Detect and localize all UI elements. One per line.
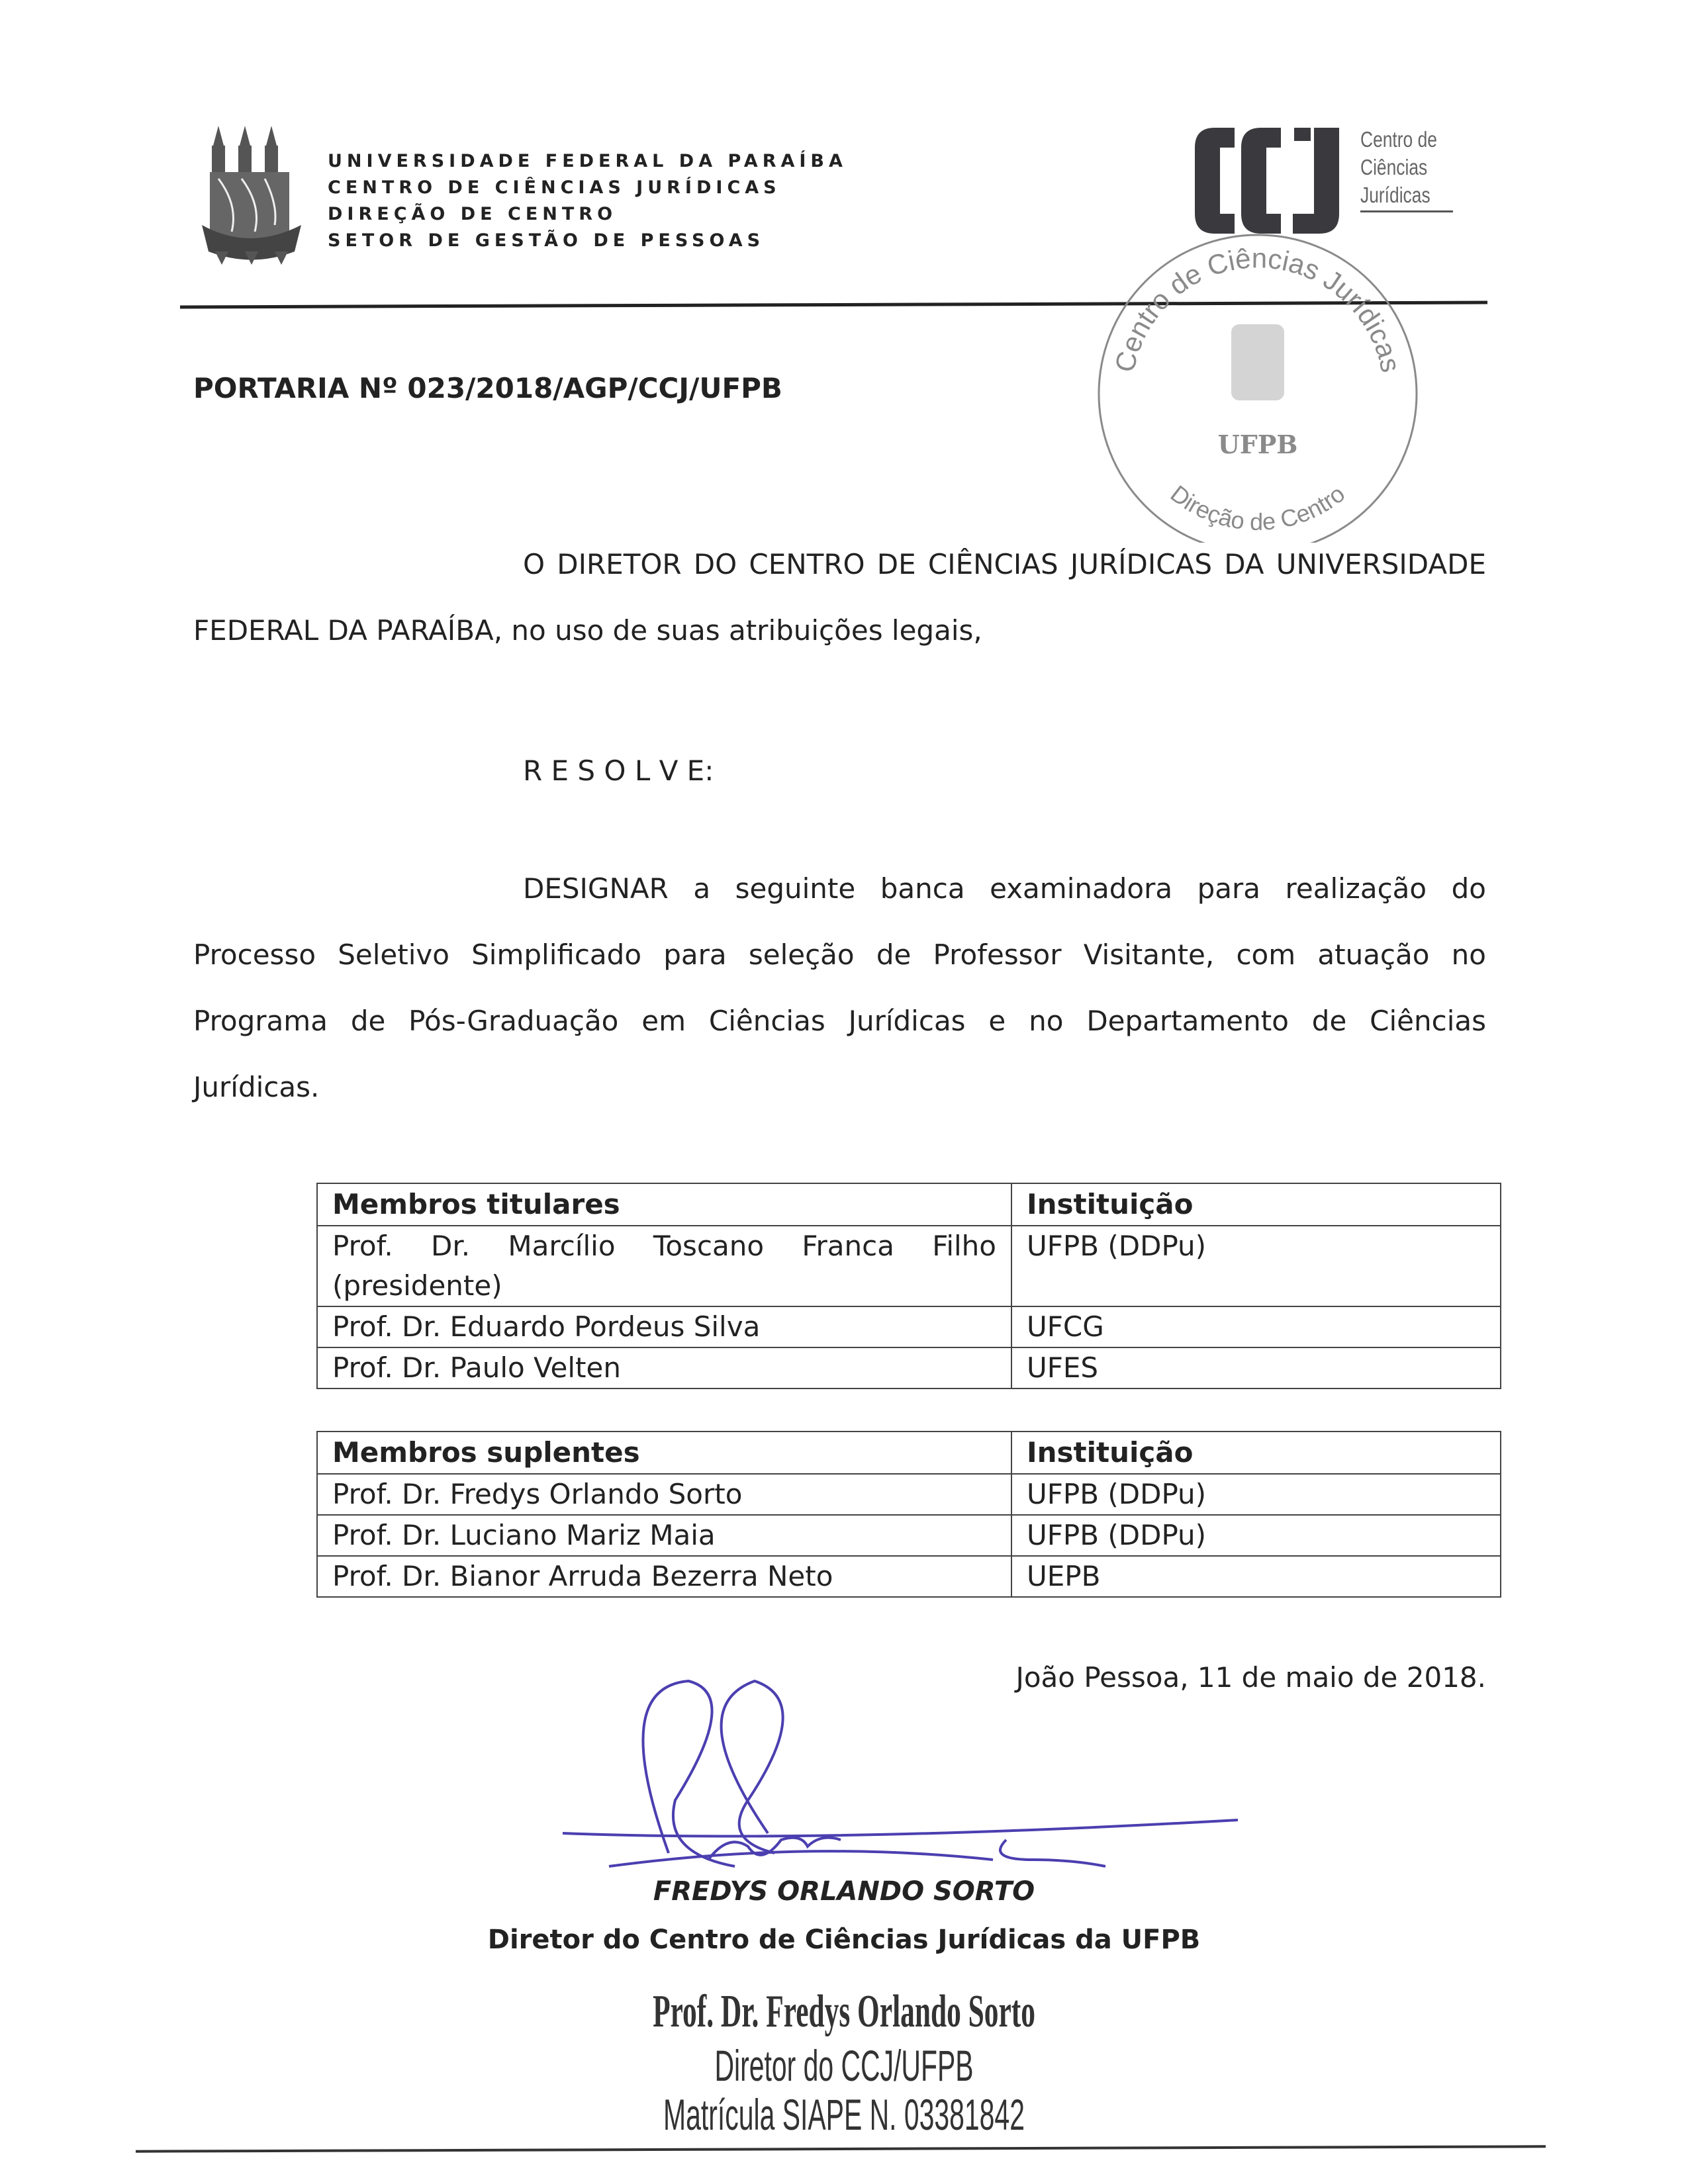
institution-cell: UFCG bbox=[1011, 1306, 1501, 1347]
header-university: UNIVERSIDADE FEDERAL DA PARAÍBA bbox=[328, 151, 847, 171]
intro-line-1: O DIRETOR DO CENTRO DE CIÊNCIAS JURÍDICAS DA UNIVERSIDADE bbox=[523, 548, 1486, 580]
member-role: (presidente) bbox=[332, 1269, 502, 1302]
member-name-cell bbox=[317, 1226, 1011, 1306]
caption-line: Ciências bbox=[1360, 155, 1428, 179]
signer-name-wrap bbox=[0, 1876, 1688, 1907]
member-name-cell: Prof. Dr. Eduardo Pordeus Silva bbox=[317, 1306, 1011, 1347]
table-header-row bbox=[317, 1183, 1501, 1226]
signer-name: FREDYS ORLANDO SORTO bbox=[653, 1876, 1035, 1907]
table-row bbox=[317, 1306, 1501, 1347]
column-header: Instituição bbox=[1011, 1183, 1501, 1226]
resolve-heading: R E S O L V E: bbox=[523, 754, 714, 787]
column-header: Instituição bbox=[1011, 1432, 1501, 1474]
institution-cell: UFPB (DDPu) bbox=[1011, 1474, 1501, 1515]
table-row bbox=[317, 1347, 1501, 1388]
header-sector: SETOR DE GESTÃO DE PESSOAS bbox=[328, 230, 765, 251]
stamp-bottom-text: Direção de Centro bbox=[1165, 479, 1350, 535]
header-direction: DIREÇÃO DE CENTRO bbox=[328, 204, 618, 224]
handwritten-signature bbox=[549, 1668, 1244, 1873]
member-name: Prof. Dr. Marcílio Toscano Franca Filho bbox=[332, 1230, 996, 1262]
ccj-logo-caption bbox=[1360, 126, 1437, 209]
table-row bbox=[317, 1515, 1501, 1556]
direction-stamp bbox=[1089, 225, 1427, 543]
footer-divider bbox=[136, 2145, 1546, 2152]
body-line-2: Processo Seletivo Simplificado para seleção de Professor Visitante, com atuação no bbox=[193, 938, 1486, 971]
header-center: CENTRO DE CIÊNCIAS JURÍDICAS bbox=[328, 177, 781, 198]
column-header: Membros titulares bbox=[317, 1183, 1011, 1226]
body-line-1: DESIGNAR a seguinte banca examinadora para realização do bbox=[523, 872, 1486, 905]
caption-underline bbox=[1360, 210, 1453, 212]
body-line-4: Jurídicas. bbox=[193, 1071, 320, 1103]
table-row bbox=[317, 1474, 1501, 1515]
ufpb-crest-logo bbox=[202, 126, 305, 268]
caption-line: Jurídicas bbox=[1360, 183, 1430, 207]
name-stamp-line-1: Prof. Dr. Fredys Orlando Sorto bbox=[653, 1986, 1035, 2037]
institution-cell: UFES bbox=[1011, 1347, 1501, 1388]
titular-members-table bbox=[316, 1183, 1501, 1389]
substitute-members-table bbox=[316, 1431, 1501, 1598]
body-line-3: Programa de Pós-Graduação em Ciências Jurídicas e no Departamento de Ciências bbox=[193, 1005, 1486, 1037]
signer-role: Diretor do Centro de Ciências Jurídicas da UFPB bbox=[487, 1925, 1201, 1955]
column-header: Membros suplentes bbox=[317, 1432, 1011, 1474]
ordinance-title: PORTARIA Nº 023/2018/AGP/CCJ/UFPB bbox=[193, 372, 782, 404]
name-stamp-line-3: Matrícula SIAPE N. 03381842 bbox=[663, 2090, 1025, 2139]
svg-text:Direção de Centro bbox=[1166, 480, 1350, 535]
stamp-crest bbox=[1231, 324, 1284, 400]
stamp-top-text: Centro de Ciências Jurídicas bbox=[1108, 242, 1407, 375]
member-name-cell: Prof. Dr. Bianor Arruda Bezerra Neto bbox=[317, 1556, 1011, 1597]
institution-cell: UFPB (DDPu) bbox=[1011, 1226, 1501, 1306]
caption-line: Centro de bbox=[1360, 127, 1437, 152]
stamp-middle-text: UFPB bbox=[1217, 430, 1298, 459]
name-stamp-line-2: Diretor do CCJ/UFPB bbox=[714, 2041, 974, 2090]
member-name-cell: Prof. Dr. Luciano Mariz Maia bbox=[317, 1515, 1011, 1556]
table-row bbox=[317, 1226, 1501, 1306]
institution-cell: UFPB (DDPu) bbox=[1011, 1515, 1501, 1556]
member-name-cell: Prof. Dr. Paulo Velten bbox=[317, 1347, 1011, 1388]
table-header-row bbox=[317, 1432, 1501, 1474]
intro-line-2: FEDERAL DA PARAÍBA, no uso de suas atribuições legais, bbox=[193, 614, 982, 647]
member-name-cell: Prof. Dr. Fredys Orlando Sorto bbox=[317, 1474, 1011, 1515]
table-row bbox=[317, 1556, 1501, 1597]
place-date: João Pessoa, 11 de maio de 2018. bbox=[1015, 1661, 1486, 1694]
institution-cell: UEPB bbox=[1011, 1556, 1501, 1597]
